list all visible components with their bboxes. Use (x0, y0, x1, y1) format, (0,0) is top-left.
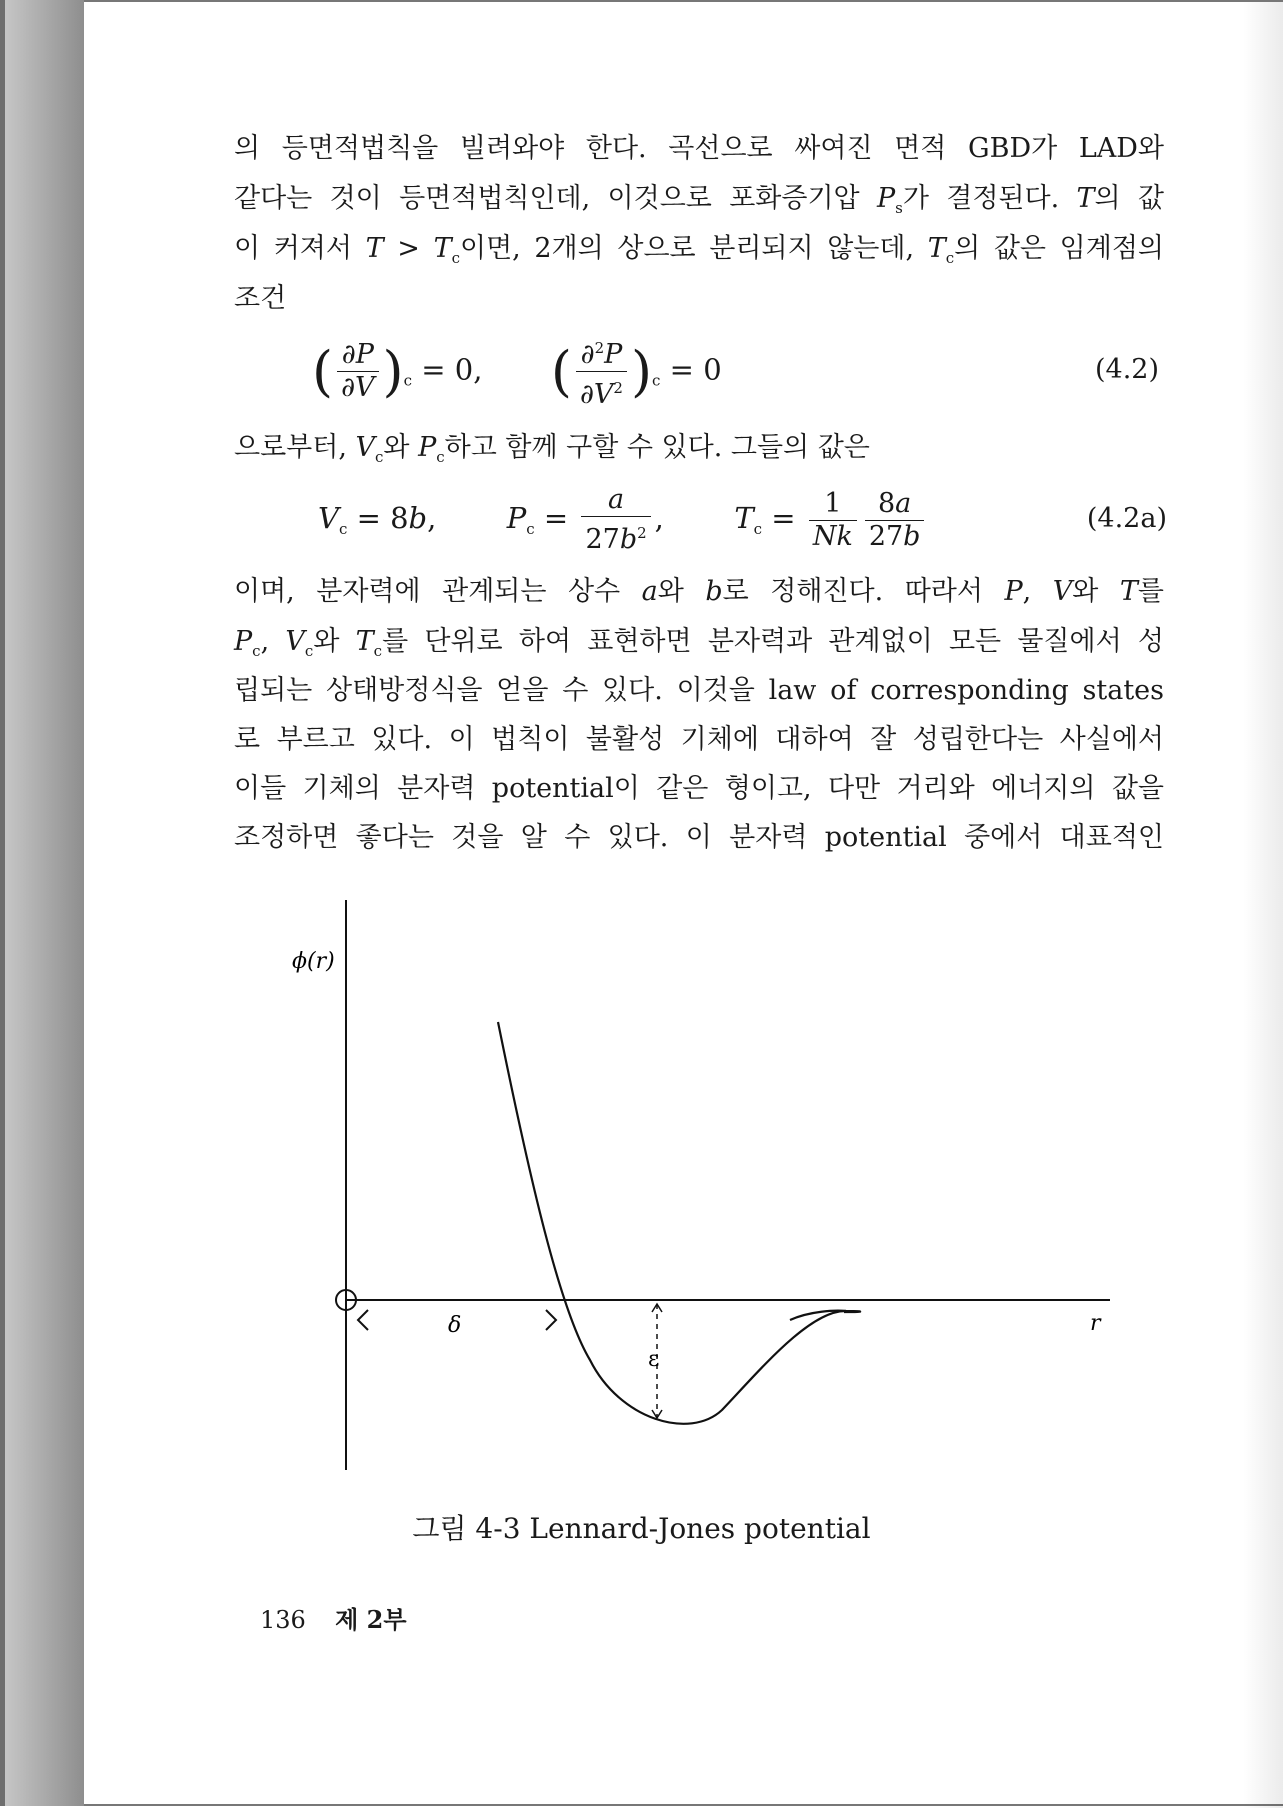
equation-4-2-number: (4.2) (1094, 354, 1159, 385)
text-line-6-part-a: 이며, 분자력에 관계되는 상수 (234, 576, 642, 607)
text-line-1 (234, 131, 1164, 167)
text-line-11 (234, 820, 1164, 856)
text-line-3-part-c: 의 값은 임계점의 (954, 233, 1164, 264)
text-line-10 (234, 771, 1164, 807)
text-line-5: 으로부터, $V_c$와 $P_c$하고 함께 구할 수 있다. 그들의 값은 (234, 432, 870, 466)
delta-right-bracket (546, 1310, 556, 1330)
text-line-8 (234, 673, 1164, 709)
part-label: 제 2부 (335, 1605, 407, 1634)
text-line-6: 이며, 분자력에 관계되는 상수 a와 b로 정해진다. 따라서 P, V와 T를 (234, 576, 1164, 607)
y-axis-label: ϕ(r) (292, 949, 335, 974)
page-number: 136 (260, 1606, 306, 1634)
text-line-4 (234, 281, 1164, 317)
epsilon-label: ε (648, 1347, 660, 1372)
text-line-6-part-d: 와 (1072, 576, 1120, 607)
text-line-3-part-b: 이면, 2개의 상으로 분리되지 않는데, (459, 233, 928, 264)
text-line-4-content: 조건 (234, 283, 287, 314)
text-line-7-part-b: 를 단위로 하여 표현하면 분자력과 관계없이 모든 물질에서 성 (382, 626, 1164, 657)
text-line-2-part-c: 의 값 (1094, 183, 1164, 214)
text-line-11-content: 조정하면 좋다는 것을 알 수 있다. 이 분자력 potential 중에서 대표적인 (234, 822, 1164, 853)
text-line-10-content: 이들 기체의 분자력 potential이 같은 형이고, 다만 거리와 에너지의 값을 (234, 773, 1164, 804)
equation-4-2a: $V_c = 8b$, $P_c$ = $\frac{a}{27b^2}$ , $T_c$ = $\frac{1}{Nk}$ $\frac{8a}{27b}$ (318, 484, 928, 556)
text-line-9-content: 로 부르고 있다. 이 법칙이 불활성 기체에 대하여 잘 성립한다는 사실에서 (234, 724, 1164, 755)
text-line-7-part-a: 와 (313, 626, 356, 657)
potential-curve (498, 1022, 860, 1424)
lennard-jones-plot (290, 890, 1140, 1490)
text-line-1-content: 의 등면적법칙을 빌려와야 한다. 곡선으로 싸여진 면적 GBD가 LAD와 (234, 133, 1164, 164)
text-line-9 (234, 722, 1164, 758)
text-line-6-part-c: 로 정해진다. 따라서 (722, 576, 1005, 607)
text-line-2-part-a: 같다는 것이 등면적법칙인데, 이것으로 포화증기압 (234, 183, 877, 214)
text-line-5-part-b: 와 (383, 432, 419, 463)
equation-4-2: ( $\frac{\partial P}{\partial V}$ )$_c = 0$, ( $\frac{\partial^2P}{\partial V^2}$ )$_c = 0$ (312, 332, 722, 411)
text-line-2: 같다는 것이 등면적법칙인데, 이것으로 포화증기압 $P_s$가 결정된다. T의 값 (234, 183, 1164, 217)
text-line-3: 이 커져서 $T > T_c$이면, 2개의 상으로 분리되지 않는데, $T_c$의 값은 임계점의 (234, 233, 1164, 267)
figure-caption: 그림 4-3 Lennard-Jones potential (412, 1512, 871, 1545)
text-line-8-content: 립되는 상태방정식을 얻을 수 있다. 이것을 law of corresponding states (234, 675, 1164, 706)
lennard-jones-figure (290, 890, 1140, 1490)
text-line-5-part-c: 하고 함께 구할 수 있다. 그들의 값은 (444, 432, 870, 463)
page-footer (260, 1600, 407, 1635)
delta-label: δ (448, 1313, 462, 1338)
text-line-3-part-a: 이 커져서 (234, 233, 366, 264)
text-line-7: $P_c$, $V_c$와 $T_c$를 단위로 하여 표현하면 분자력과 관계없이 모든 물질에서 성 (234, 626, 1164, 660)
text-line-6-part-b: 와 (657, 576, 706, 607)
equation-4-2a-number: (4.2a) (1086, 503, 1167, 534)
text-line-6-part-e: 를 (1137, 576, 1164, 607)
delta-left-bracket (358, 1310, 368, 1330)
text-line-5-part-a: 으로부터, (234, 432, 356, 463)
x-axis-label: r (1090, 1311, 1101, 1336)
text-line-2-part-b: 가 결정된다. (902, 183, 1077, 214)
